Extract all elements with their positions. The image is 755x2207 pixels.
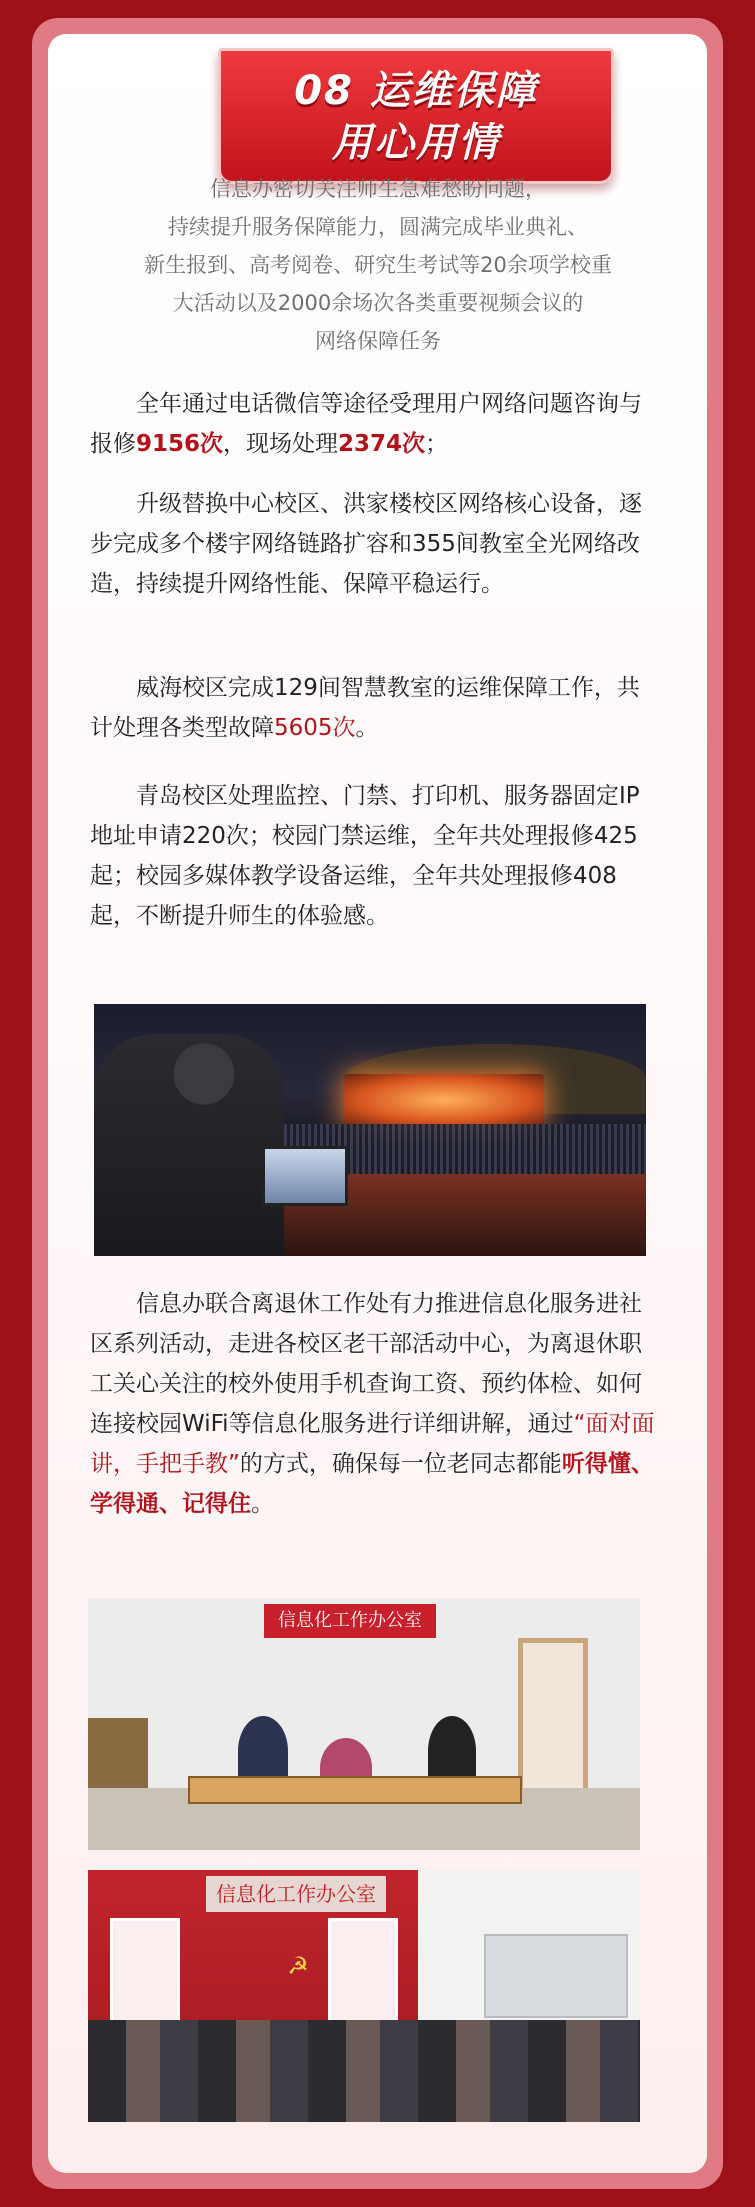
intro-text (90, 170, 666, 360)
highlight-count: 9156次 (136, 431, 224, 457)
para-text: 信息办联合离退休工作处有力推进信息化服务进社区系列活动，走进各校区老干部活动中心，为离退休职工关心关注的校外使用手机查询工资、预约体检、如何连接校园WiFi等信息化服务进行详细讲解，通过 (90, 1291, 642, 1437)
intro-line: 信息办密切关注师生急难愁盼问题， (210, 177, 546, 201)
office-sign: 信息化工作办公室 (206, 1876, 386, 1912)
highlight-count: 5605次 (274, 715, 356, 741)
paragraph-community-service (90, 1284, 656, 1524)
photo-party-room-session (88, 1870, 640, 2122)
para-text: ； (425, 431, 449, 457)
banner-title-line1: 08 运维保障 (294, 68, 538, 114)
stage-lights (344, 1074, 544, 1126)
section-banner (218, 48, 614, 184)
photo-office-session (88, 1598, 640, 1850)
highlight-quote: “面对面讲，手把手教” (90, 1411, 655, 1477)
para-text: 的方式，确保每一位老同志都能 (239, 1451, 562, 1477)
intro-line: 大活动以及2000余场次各类重要视频会议的 (172, 291, 584, 315)
highlight-goal: 听得懂、学得通、记得住 (90, 1451, 654, 1517)
para-text: 。 (355, 715, 379, 741)
paragraph-network-support (90, 384, 656, 464)
intro-line: 网络保障任务 (315, 329, 441, 353)
intro-line: 新生报到、高考阅卷、研究生考试等20余项学校重 (144, 253, 612, 277)
office-sign: 信息化工作办公室 (264, 1604, 436, 1638)
paragraph-core-upgrade: 升级替换中心校区、洪家楼校区网络核心设备，逐步完成多个楼宇网络链路扩容和355间教室全光网络改造，持续提升网络性能、保障平稳运行。 (90, 491, 642, 597)
paragraph-weihai (90, 668, 656, 748)
para-text: ，现场处理 (223, 431, 339, 457)
party-emblem-icon: ☭ (287, 1952, 309, 1980)
paragraph-qingdao: 青岛校区处理监控、门禁、打印机、服务器固定IP地址申请220次；校园门禁运维，全年共处理报修425起；校园多媒体教学设备运维，全年共处理报修408起，不断提升师生的体验感。 (90, 783, 640, 929)
operator-figure (94, 1034, 284, 1256)
highlight-count: 2374次 (338, 431, 426, 457)
intro-line: 持续提升服务保障能力，圆满完成毕业典礼、 (168, 215, 588, 239)
photo-night-event (94, 1004, 646, 1256)
content-card (48, 34, 707, 2173)
para-text: 。 (251, 1491, 274, 1517)
banner-title-line2: 用心用情 (332, 120, 500, 166)
para-text: 威海校区完成129间智慧教室的运维保障工作，共计处理各类型故障 (90, 675, 640, 741)
laptop (262, 1146, 348, 1206)
para-text: 全年通过电话微信等途径受理用户网络问题咨询与报修 (90, 391, 642, 457)
